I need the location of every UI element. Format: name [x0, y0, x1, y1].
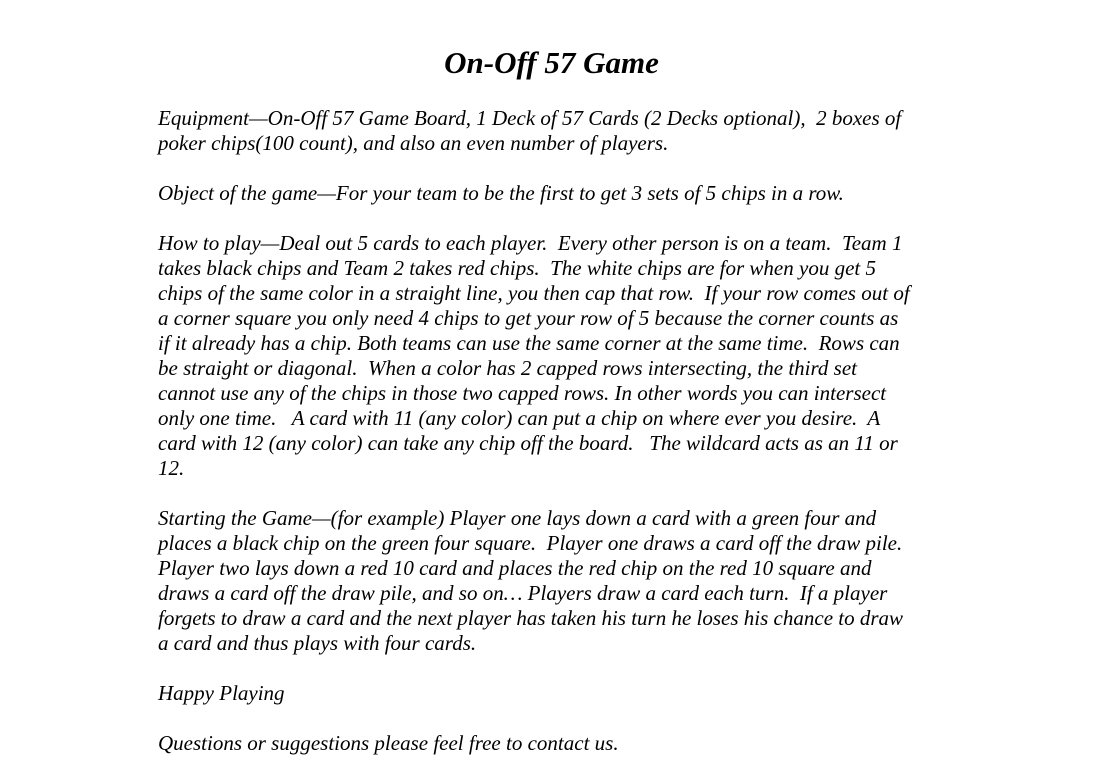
text-line: be straight or diagonal. When a color has 2 capped rows intersecting, the third set	[158, 356, 857, 380]
document-body	[158, 106, 958, 781]
page-title: On-Off 57 Game	[444, 45, 659, 80]
text-line: Happy Playing	[158, 681, 285, 705]
text-line: Player two lays down a red 10 card and places the red chip on the red 10 square and	[158, 556, 872, 580]
text-line: takes black chips and Team 2 takes red chips. The white chips are for when you get 5	[158, 256, 876, 280]
text-line: poker chips(100 count), and also an even number of players.	[158, 131, 669, 155]
paragraph-equipment	[158, 106, 958, 156]
text-line: Equipment—On-Off 57 Game Board, 1 Deck of 57 Cards (2 Decks optional), 2 boxes of	[158, 106, 902, 130]
text-line: Questions or suggestions please feel free to contact us.	[158, 731, 619, 755]
text-line: a card and thus plays with four cards.	[158, 631, 477, 655]
text-line: a corner square you only need 4 chips to get your row of 5 because the corner counts as	[158, 306, 899, 330]
text-line: Object of the game—For your team to be the first to get 3 sets of 5 chips in a row.	[158, 181, 844, 205]
paragraph-questions	[158, 731, 958, 756]
text-line: draws a card off the draw pile, and so on… Players draw a card each turn. If a player	[158, 581, 888, 605]
paragraph-how-to-play	[158, 231, 958, 481]
paragraph-happy-playing	[158, 681, 958, 706]
paragraph-starting-the-game	[158, 506, 958, 656]
text-line: places a black chip on the green four square. Player one draws a card off the draw pile.	[158, 531, 903, 555]
text-line: cannot use any of the chips in those two capped rows. In other words you can intersect	[158, 381, 887, 405]
text-line: chips of the same color in a straight line, you then cap that row. If your row comes out of	[158, 281, 910, 305]
text-line: How to play—Deal out 5 cards to each player. Every other person is on a team. Team 1	[158, 231, 903, 255]
text-line: only one time. A card with 11 (any color) can put a chip on where ever you desire. A	[158, 406, 881, 430]
text-line: forgets to draw a card and the next player has taken his turn he loses his chance to draw	[158, 606, 904, 630]
text-line: if it already has a chip. Both teams can use the same corner at the same time. Rows can	[158, 331, 900, 355]
text-line: 12.	[158, 456, 185, 480]
paragraph-object	[158, 181, 958, 206]
text-line: Starting the Game—(for example) Player one lays down a card with a green four and	[158, 506, 877, 530]
text-line: card with 12 (any color) can take any chip off the board. The wildcard acts as an 11 or	[158, 431, 898, 455]
